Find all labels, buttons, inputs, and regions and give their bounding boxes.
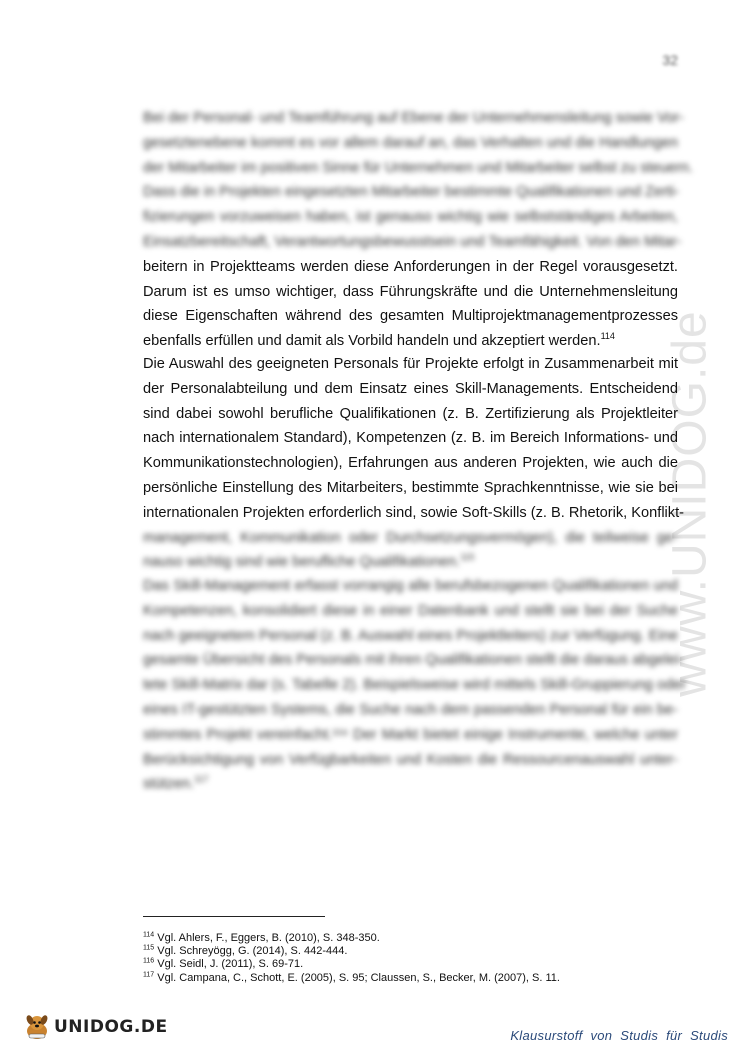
- text-line: [143, 377, 678, 402]
- text-line: [143, 329, 678, 354]
- footnote-text: Vgl. Schreyögg, G. (2014), S. 442-444.: [157, 945, 348, 958]
- watermark-text: www.UNIDOG.de: [663, 309, 717, 697]
- paragraph-1: [143, 106, 693, 354]
- text-line: [143, 280, 678, 305]
- line-text: der Mitarbeiter im positiven Sinne für Unternehmen und Mitarbeiter selbst zu steuern.: [143, 159, 693, 176]
- line-text: Berücksichtigung von Verfügbarkeiten und Kosten die Ressourcenauswahl unter-: [143, 751, 678, 768]
- footnote-reference: 114: [600, 331, 615, 342]
- paragraph-2: [143, 352, 685, 575]
- paragraph-3: [143, 574, 687, 797]
- line-text: gesamte Übersicht des Personals mit ihren Qualifikationen stellt die daraus abgelei-: [143, 652, 685, 669]
- line-text: der Personalabteilung und dem Einsatz eines Skill-Managements. Entscheidend: [143, 380, 678, 397]
- line-text: Dass die in Projekten eingesetzten Mitarbeiter bestimmte Qualifikationen und Zerti-: [143, 184, 680, 201]
- text-line: [143, 205, 678, 230]
- footnote: [143, 972, 560, 985]
- footnotes: [143, 932, 560, 985]
- line-text: persönliche Einstellung des Mitarbeiters, bestimmte Sprachkenntnisse, wie sie bei: [143, 479, 678, 496]
- text-line: [143, 673, 687, 698]
- text-line: [143, 131, 678, 156]
- text-line: [143, 648, 685, 673]
- footnote-number: 117: [143, 970, 155, 978]
- line-text: eines IT-gestützten Systems, die Suche nach dem passenden Personal für ein be-: [143, 701, 678, 718]
- line-text: Darum ist es umso wichtiger, dass Führungskräfte und die Unternehmensleitung: [143, 283, 678, 300]
- text-line: [143, 574, 678, 599]
- line-text: stimmtes Projekt vereinfacht.¹¹⁶ Der Markt bietet einige Instrumente, welche unter: [143, 726, 678, 743]
- footnote-text: Vgl. Campana, C., Schott, E. (2005), S. 95; Claussen, S., Becker, M. (2007), S. 11.: [157, 971, 560, 984]
- footnote-number: 116: [143, 957, 155, 965]
- footnote: [143, 945, 560, 958]
- text-line: [143, 255, 678, 280]
- text-line: [143, 698, 678, 723]
- footnote-text: Vgl. Ahlers, F., Eggers, B. (2010), S. 348-350.: [157, 932, 380, 944]
- line-text: Kommunikationstechnologien), Erfahrungen aus anderen Projekten, wie auch die: [143, 455, 678, 472]
- line-text: stützen.: [143, 776, 195, 793]
- line-text: tete Skill-Matrix dar (s. Tabelle 2). Beispielsweise wird mittels Skill-Gruppierung oder: [143, 677, 687, 694]
- text-line: [143, 304, 678, 329]
- footnote: [143, 958, 560, 971]
- line-text: Einsatzbereitschaft, Verantwortungsbewusstsein und Teamfähigkeit. Von den Mitar-: [143, 233, 682, 250]
- text-line: [143, 748, 678, 773]
- text-line: [143, 156, 693, 181]
- text-line: [143, 352, 678, 377]
- text-line: [143, 230, 682, 255]
- tagline: Klausurstoff von Studis für Studis: [510, 1028, 728, 1043]
- line-text: nauso wichtig sind wie berufliche Qualifikationen.: [143, 554, 461, 571]
- dog-mascot-icon: [22, 1012, 52, 1042]
- text-line: [143, 180, 678, 205]
- text-line: [143, 476, 678, 501]
- footnote: [143, 932, 560, 945]
- line-text: Das Skill-Management erfasst vorrangig alle berufsbezogenen Qualifikationen und: [143, 578, 678, 594]
- line-text: management, Kommunikation oder Durchsetzungsvermögen), die teilweise ge-: [143, 529, 678, 546]
- line-text: beitern in Projektteams werden diese Anforderungen in der Regel vorausgesetzt.: [143, 258, 678, 275]
- line-text: nach internationalem Standard), Kompetenzen (z. B. im Bereich Informations- und: [143, 430, 678, 447]
- line-text: internationalen Projekten erforderlich sind, sowie Soft-Skills (z. B. Rhetorik, Konflikt-: [143, 504, 685, 521]
- text-line: [143, 106, 684, 131]
- text-line: [143, 501, 685, 526]
- footnote-number: 114: [143, 931, 155, 939]
- line-text: nach geeignetem Personal (z. B. Auswahl eines Projektleiters) zur Verfügung. Eine: [143, 627, 678, 644]
- line-text: Die Auswahl des geeigneten Personals für Projekte erfolgt in Zusammenarbeit mit: [143, 356, 678, 372]
- text-line: [143, 624, 678, 649]
- text-line: [143, 451, 678, 476]
- line-text: gesetztenebene kommt es vor allem darauf an, das Verhalten und die Handlungen: [143, 134, 678, 151]
- footnote-reference: 115: [460, 552, 475, 563]
- line-text: diese Eigenschaften während des gesamten Multiprojektmanagementprozesses: [143, 308, 678, 325]
- text-line: [143, 402, 678, 427]
- line-text: Bei der Personal- und Teamführung auf Ebene der Unternehmensleitung sowie Vor-: [143, 110, 684, 126]
- text-line: [143, 526, 678, 551]
- logo-text: UNIDOG.DE: [54, 1017, 168, 1037]
- text-line: [143, 426, 678, 451]
- footnote-separator: [143, 916, 325, 917]
- footnote-reference: 117: [194, 774, 209, 785]
- footnote-number: 115: [143, 944, 155, 952]
- line-text: Kompetenzen, konsolidiert diese in einer Datenbank und stellt sie bei der Suche: [143, 602, 678, 619]
- page-number: 32: [662, 52, 678, 68]
- text-line: [143, 550, 678, 575]
- footnote-text: Vgl. Seidl, J. (2011), S. 69-71.: [157, 958, 304, 971]
- line-text: fizierungen vorzuweisen haben, ist genauso wichtig wie selbstständiges Arbeiten,: [143, 209, 678, 226]
- line-text: sind dabei sowohl berufliche Qualifikationen (z. B. Zertifizierung als Projektleiter: [143, 405, 678, 422]
- unidog-logo[interactable]: [22, 1012, 168, 1042]
- text-line: [143, 599, 678, 624]
- line-text: ebenfalls erfüllen und damit als Vorbild handeln und akzeptiert werden.: [143, 333, 601, 350]
- text-line: [143, 772, 678, 797]
- text-line: [143, 723, 678, 748]
